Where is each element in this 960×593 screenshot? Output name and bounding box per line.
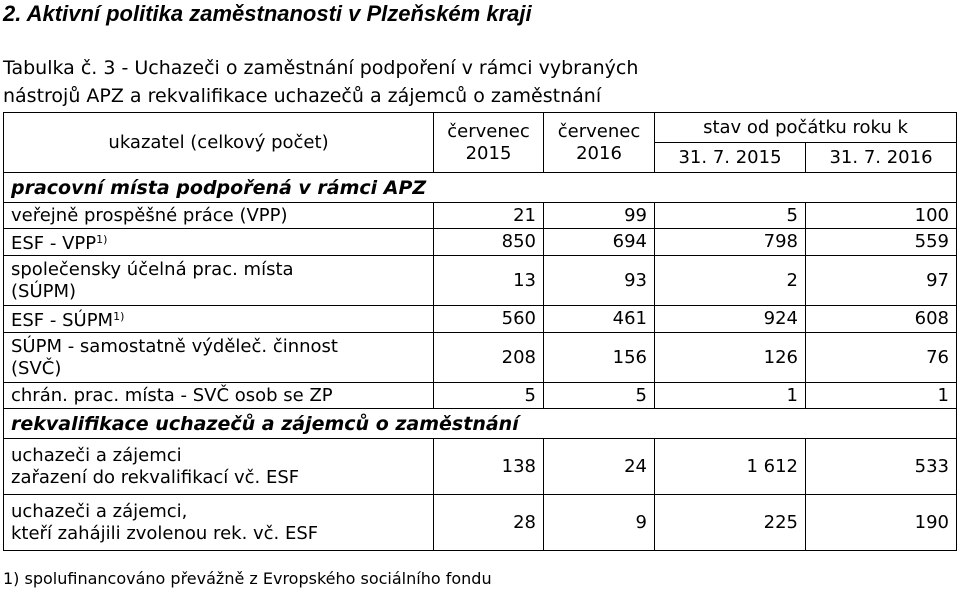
header-col-1-line-1: červenec xyxy=(447,120,530,142)
header-col-1-line-2: 2015 xyxy=(465,142,512,164)
row-label xyxy=(4,495,434,551)
statistics-table xyxy=(3,112,957,551)
row-label: chrán. prac. místa - SVČ osob se ZP xyxy=(4,383,434,409)
section-heading: 2. Aktivní politika zaměstnanosti v Plzeňském kraji xyxy=(3,1,532,26)
cell-value: 24 xyxy=(544,439,655,495)
cell-value: 850 xyxy=(434,229,544,256)
cell-value: 97 xyxy=(806,256,957,306)
row-label-line-2: zařazení do rekvalifikací vč. ESF xyxy=(11,466,300,488)
cell-value: 76 xyxy=(806,333,957,383)
cell-value: 9 xyxy=(544,495,655,551)
row-label xyxy=(4,256,434,306)
cell-value: 924 xyxy=(655,306,806,333)
row-label-line-1: uchazeči a zájemci xyxy=(11,444,182,466)
cell-value: 2 xyxy=(655,256,806,306)
header-col-1 xyxy=(434,113,544,173)
table-row xyxy=(4,256,957,306)
header-row-1 xyxy=(4,113,957,143)
cell-value: 138 xyxy=(434,439,544,495)
caption-line-1: Tabulka č. 3 - Uchazeči o zaměstnání podpoření v rámci vybraných xyxy=(3,57,639,79)
header-indicator: ukazatel (celkový počet) xyxy=(4,113,434,173)
cell-value: 28 xyxy=(434,495,544,551)
cell-value: 100 xyxy=(806,203,957,229)
header-group: stav od počátku roku k xyxy=(655,113,957,143)
cell-value: 156 xyxy=(544,333,655,383)
row-label-line-2: (SVČ) xyxy=(11,357,62,379)
row-label-line-1: uchazeči a zájemci, xyxy=(11,500,188,522)
section-row xyxy=(4,409,957,439)
section-title-apz: pracovní místa podpořená v rámci APZ xyxy=(4,173,957,203)
cell-value: 93 xyxy=(544,256,655,306)
cell-value: 1 xyxy=(806,383,957,409)
caption-line-2: nástrojů APZ a rekvalifikace uchazečů a zájemců o zaměstnání xyxy=(3,85,602,107)
table-row xyxy=(4,229,957,256)
cell-value: 533 xyxy=(806,439,957,495)
row-label-text: ESF - VPP xyxy=(11,233,97,254)
header-col-4: 31. 7. 2016 xyxy=(806,143,957,173)
cell-value: 126 xyxy=(655,333,806,383)
cell-value: 190 xyxy=(806,495,957,551)
table-row xyxy=(4,203,957,229)
row-label xyxy=(4,439,434,495)
cell-value: 5 xyxy=(434,383,544,409)
row-label-line-1: společensky účelná prac. místa xyxy=(11,258,294,280)
footnote: 1) spolufinancováno převážně z Evropského sociálního fondu xyxy=(3,569,492,588)
table-row xyxy=(4,439,957,495)
section-row xyxy=(4,173,957,203)
row-label xyxy=(4,229,434,256)
cell-value: 559 xyxy=(806,229,957,256)
footnote-marker: 1) xyxy=(113,310,125,323)
table-row xyxy=(4,333,957,383)
cell-value: 608 xyxy=(806,306,957,333)
row-label: veřejně prospěšné práce (VPP) xyxy=(4,203,434,229)
row-label-text: ESF - SÚPM xyxy=(11,310,114,331)
header-col-3: 31. 7. 2015 xyxy=(655,143,806,173)
row-label xyxy=(4,333,434,383)
header-col-2-line-2: 2016 xyxy=(576,142,622,164)
cell-value: 560 xyxy=(434,306,544,333)
cell-value: 13 xyxy=(434,256,544,306)
cell-value: 5 xyxy=(544,383,655,409)
header-col-2 xyxy=(544,113,655,173)
section-title-rekvalifikace: rekvalifikace uchazečů a zájemců o zaměstnání xyxy=(4,409,957,439)
cell-value: 99 xyxy=(544,203,655,229)
table-row xyxy=(4,383,957,409)
cell-value: 461 xyxy=(544,306,655,333)
cell-value: 798 xyxy=(655,229,806,256)
cell-value: 5 xyxy=(655,203,806,229)
cell-value: 225 xyxy=(655,495,806,551)
table-caption xyxy=(3,54,958,110)
row-label-line-2: (SÚPM) xyxy=(11,280,77,302)
cell-value: 1 612 xyxy=(655,439,806,495)
footnote-marker: 1) xyxy=(96,233,108,246)
row-label-line-2: kteří zahájili zvolenou rek. vč. ESF xyxy=(11,522,319,544)
table-row xyxy=(4,306,957,333)
row-label xyxy=(4,306,434,333)
cell-value: 1 xyxy=(655,383,806,409)
table-row xyxy=(4,495,957,551)
header-col-2-line-1: červenec xyxy=(557,120,641,142)
row-label-line-1: SÚPM - samostatně výděleč. činnost xyxy=(11,335,338,357)
cell-value: 21 xyxy=(434,203,544,229)
cell-value: 208 xyxy=(434,333,544,383)
cell-value: 694 xyxy=(544,229,655,256)
